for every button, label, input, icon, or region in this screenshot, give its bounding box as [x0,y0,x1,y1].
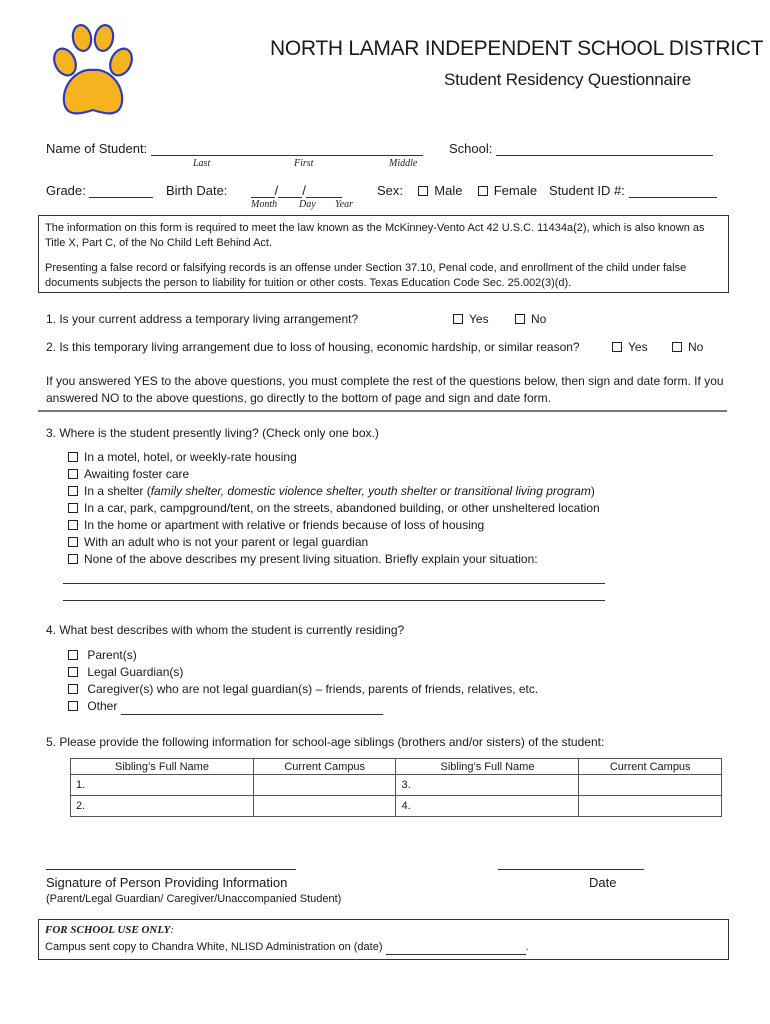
day-sublabel: Day [299,199,316,210]
sibling-3-name-cell[interactable]: 3. [396,775,579,796]
q4-other-field[interactable] [121,701,383,715]
table-row [71,775,722,796]
question-1: 1. Is your current address a temporary living arrangement? [46,312,359,326]
date-line[interactable] [498,869,644,870]
sibling-4-name-cell[interactable]: 4. [396,796,579,817]
q4-other-checkbox[interactable] [68,701,78,711]
header-campus-1: Current Campus [253,759,396,775]
q1-yes-label: Yes [469,312,489,326]
q3-adult-checkbox[interactable] [68,537,78,547]
school-row [449,141,713,156]
q3-motel-checkbox[interactable] [68,452,78,462]
first-sublabel: First [294,158,314,169]
sex-label: Sex: [377,183,404,198]
sibling-2-campus-cell[interactable] [253,796,396,817]
q1-no-option [515,311,546,328]
school-use-text: Campus sent copy to Chandra White, NLISD Administration on (date) . [45,941,529,953]
male-label: Male [434,183,463,198]
sibling-1-campus-cell[interactable] [253,775,396,796]
birth-day-field[interactable] [278,184,302,198]
q1-yes-checkbox[interactable] [453,314,463,324]
middle-sublabel: Middle [389,158,418,169]
q4-option-other[interactable]: Other [68,698,538,715]
student-id-row [549,183,717,198]
legal-info-paragraph-1: The information on this form is required to meet the law known as the McKinney-Vento Act 42 U.S.C. 11434a(2), which is also known as Title X, Part C, of the No Child Left Behind Act. [45,222,705,249]
year-sublabel: Year [335,199,353,210]
header-sibling-name-1: Sibling’s Full Name [71,759,254,775]
q3-unsheltered-checkbox[interactable] [68,503,78,513]
birth-year-field[interactable] [306,184,342,198]
q2-no-label: No [688,340,704,354]
question-4: 4. What best describes with whom the student is currently residing? [46,623,405,637]
q2-yes-label: Yes [628,340,648,354]
question-2: 2. Is this temporary living arrangement due to loss of housing, economic hardship, or similar reason? [46,340,580,354]
q1-no-checkbox[interactable] [515,314,525,324]
signature-sublabel: (Parent/Legal Guardian/ Caregiver/Unaccompanied Student) [46,893,342,905]
last-sublabel: Last [193,158,211,169]
q3-shelter-checkbox[interactable] [68,486,78,496]
q3-option-foster[interactable]: Awaiting foster care [68,466,600,483]
q1-yes-option [453,311,489,328]
q2-yes-option [612,339,648,356]
yes-emphasis: YES [133,374,158,388]
birth-label: Birth Date: [166,183,228,198]
table-row [71,796,722,817]
q3-option-relatives[interactable]: In the home or apartment with relative or friends because of loss of housing [68,517,600,534]
no-emphasis: NO [101,391,120,405]
q3-option-adult[interactable]: With an adult who is not your parent or legal guardian [68,534,600,551]
school-field[interactable] [496,142,713,156]
name-field[interactable] [151,142,423,156]
grade-label: Grade: [46,183,86,198]
name-label: Name of Student: [46,141,148,156]
q3-none-checkbox[interactable] [68,554,78,564]
q4-options [68,647,538,715]
q4-option-parents[interactable]: Parent(s) [68,647,538,664]
q3-options [68,449,600,568]
q3-note: (Check only one box.) [262,426,379,440]
question-3: 3. Where is the student presently living? (Check only one box.) [46,426,379,440]
name-row [46,141,423,156]
sibling-2-name-cell[interactable]: 2. [71,796,254,817]
section-divider [38,410,727,412]
q3-option-motel[interactable]: In a motel, hotel, or weekly-rate housing [68,449,600,466]
siblings-table [70,758,722,817]
school-label: School: [449,141,493,156]
birth-row: Birth Date: / / [166,183,342,198]
q4-option-guardians[interactable]: Legal Guardian(s) [68,664,538,681]
header-sibling-name-2: Sibling’s Full Name [396,759,579,775]
school-use-date-field[interactable] [386,943,526,955]
male-checkbox[interactable] [418,186,428,196]
sibling-4-campus-cell[interactable] [579,796,722,817]
birth-month-field[interactable] [251,184,275,198]
grade-field[interactable] [89,184,153,198]
grade-row [46,183,153,198]
legal-info-box [38,215,729,293]
q3-option-shelter[interactable]: In a shelter (family shelter, domestic violence shelter, youth shelter or transitional living program) [68,483,600,500]
q2-no-option [672,339,703,356]
explain-line-2[interactable] [63,600,605,601]
q3-option-none[interactable]: None of the above describes my present living situation. Briefly explain your situation: [68,551,600,568]
signature-label: Signature of Person Providing Information [46,875,288,890]
school-use-title: FOR SCHOOL USE ONLY: [45,924,175,936]
q4-caregivers-checkbox[interactable] [68,684,78,694]
sibling-3-campus-cell[interactable] [579,775,722,796]
q4-option-caregivers[interactable]: Caregiver(s) who are not legal guardian(s) – friends, parents of friends, relatives, etc. [68,681,538,698]
q4-parents-checkbox[interactable] [68,650,78,660]
student-id-label: Student ID #: [549,183,625,198]
month-sublabel: Month [251,199,278,210]
question-5: 5. Please provide the following information for school-age siblings (brothers and/or sisters) of the student: [46,735,605,749]
q3-option-unsheltered[interactable]: In a car, park, campground/tent, on the streets, abandoned building, or other unsheltered location [68,500,600,517]
header-campus-2: Current Campus [579,759,722,775]
q3-foster-checkbox[interactable] [68,469,78,479]
female-checkbox[interactable] [478,186,488,196]
paw-print-logo [46,22,138,122]
legal-info-paragraph-2: Presenting a false record or falsifying records is an offense under Section 37.10, Penal code, and enrollment of the child under false documents subjects the person to liability for tuition or other costs. Texas Education Code Sec. 25.002(3)(d). [45,262,687,289]
date-label: Date [589,875,617,890]
page-subtitle: Student Residency Questionnaire [444,70,692,89]
q1-no-label: No [531,312,547,326]
school-use-box [38,919,729,960]
q3-relatives-checkbox[interactable] [68,520,78,530]
female-label: Female [493,183,538,198]
q2-no-checkbox[interactable] [672,342,682,352]
sex-row [377,183,537,198]
sibling-1-name-cell[interactable]: 1. [71,775,254,796]
student-id-field[interactable] [629,184,717,198]
q2-yes-checkbox[interactable] [612,342,622,352]
instruction-text: If you answered YES to the above questions, you must complete the rest of the questions below, then sign and date form. If you answered NO to the above questions, go directly to the bottom of page and sign and date form. [46,374,724,405]
page-title: NORTH LAMAR INDEPENDENT SCHOOL DISTRICT [270,37,764,60]
signature-line[interactable] [46,869,296,870]
explain-line-1[interactable] [63,583,605,584]
q4-guardians-checkbox[interactable] [68,667,78,677]
